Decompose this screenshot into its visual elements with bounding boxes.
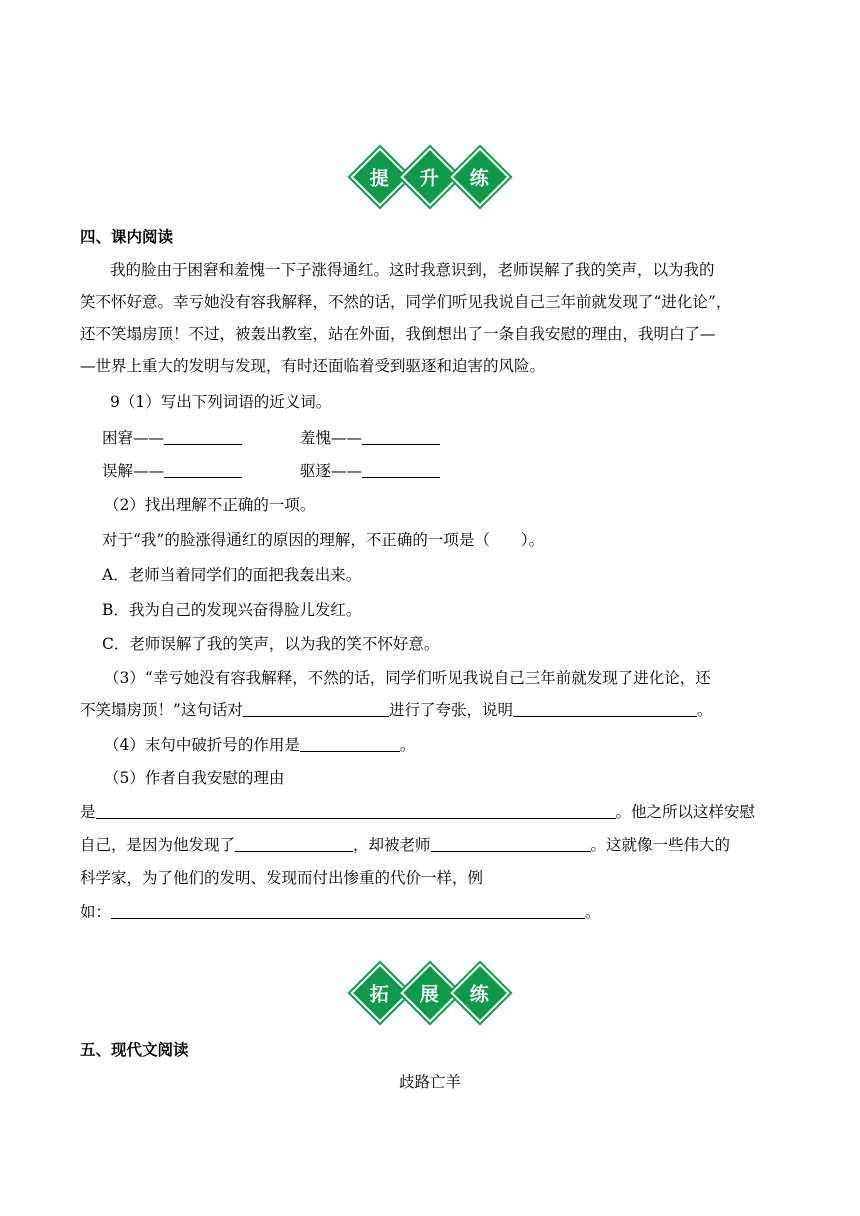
text-segment: 。 bbox=[399, 736, 416, 754]
answer-blank[interactable] bbox=[235, 837, 353, 852]
question-q4 bbox=[104, 733, 415, 755]
option-a[interactable]: A．老师当着同学们的面把我轰出来。 bbox=[102, 566, 362, 584]
synonym-item bbox=[300, 459, 440, 481]
answer-blank[interactable] bbox=[431, 837, 591, 852]
synonym-word: 羞愧—— bbox=[300, 429, 363, 447]
badge-diamond bbox=[450, 963, 509, 1022]
text-segment: 自己，是因为他发现了 bbox=[80, 836, 236, 854]
question-q3-line2 bbox=[80, 698, 712, 720]
question-q3-line1: （3）“幸亏她没有容我解释，不然的话，同学们听见我说自己三年前就发现了进化论，还 bbox=[104, 669, 711, 687]
badge-diamond bbox=[450, 147, 509, 206]
synonym-item bbox=[102, 426, 242, 448]
synonym-word: 困窘—— bbox=[102, 429, 165, 447]
badge-extend-practice bbox=[0, 972, 860, 1014]
text-segment: ，却被老师 bbox=[353, 836, 431, 854]
answer-blank[interactable] bbox=[111, 904, 585, 919]
synonym-item bbox=[300, 426, 440, 448]
text-segment: 是 bbox=[80, 803, 96, 821]
text-segment: 进行了夸张，说明 bbox=[388, 701, 513, 719]
text-segment: 。他之所以这样安慰 bbox=[615, 803, 756, 821]
question-q5-line3 bbox=[80, 833, 730, 855]
option-b[interactable]: B．我为自己的发现兴奋得脸儿发红。 bbox=[102, 601, 362, 619]
section-heading: 五、现代文阅读 bbox=[80, 1041, 189, 1059]
answer-blank[interactable] bbox=[164, 463, 242, 478]
question-stem: 对于“我”的脸涨得通红的原因的理解，不正确的一项是（ ）。 bbox=[102, 531, 545, 549]
section-heading: 四、课内阅读 bbox=[80, 228, 174, 246]
passage-line: 还不笑塌房顶！不过，被轰出教室，站在外面，我倒想出了一条自我安慰的理由，我明白了— bbox=[80, 325, 716, 343]
question-q5-line5 bbox=[80, 900, 601, 922]
passage-line: —世界上重大的发明与发现，有时还面临着受到驱逐和迫害的风险。 bbox=[80, 357, 546, 375]
badge-char: 展 bbox=[420, 983, 440, 1006]
synonym-word: 驱逐—— bbox=[300, 462, 363, 480]
question-q5-line2 bbox=[80, 800, 755, 822]
badge-char: 练 bbox=[470, 167, 490, 190]
badge-char: 拓 bbox=[370, 983, 390, 1006]
question-q5-line1: （5）作者自我安慰的理由 bbox=[104, 769, 285, 787]
badge-char: 提 bbox=[370, 167, 390, 190]
answer-blank[interactable] bbox=[362, 463, 440, 478]
text-segment: 不笑塌房顶！”这句话对 bbox=[80, 701, 243, 719]
passage-line: 笑不怀好意。幸亏她没有容我解释，不然的话，同学们听见我说自己三年前就发现了“进化论”， bbox=[80, 293, 732, 311]
synonym-item bbox=[102, 459, 242, 481]
badge-char: 练 bbox=[470, 983, 490, 1006]
text-segment: （4）末句中破折号的作用是 bbox=[104, 736, 300, 754]
passage-line: 我的脸由于困窘和羞愧一下子涨得通红。这时我意识到，老师误解了我的笑声，以为我的 bbox=[110, 261, 715, 279]
badge-improve-practice bbox=[0, 156, 860, 198]
answer-blank[interactable] bbox=[96, 804, 616, 819]
question-q5-line4: 科学家，为了他们的发明、发现而付出惨重的代价一样，例 bbox=[80, 869, 484, 887]
text-segment: 。 bbox=[585, 903, 601, 921]
answer-blank[interactable] bbox=[164, 430, 242, 445]
option-c[interactable]: C．老师误解了我的笑声，以为我的笑不怀好意。 bbox=[102, 635, 440, 653]
badge-char: 升 bbox=[420, 167, 440, 190]
answer-blank[interactable] bbox=[362, 430, 440, 445]
answer-blank[interactable] bbox=[300, 737, 400, 752]
text-segment: 。 bbox=[696, 701, 713, 719]
question-label: （2）找出理解不正确的一项。 bbox=[104, 496, 316, 514]
answer-blank[interactable] bbox=[513, 702, 697, 717]
question-label: 9（1）写出下列词语的近义词。 bbox=[110, 393, 332, 411]
article-title: 歧路亡羊 bbox=[398, 1073, 461, 1091]
text-segment: 。这就像一些伟大的 bbox=[590, 836, 731, 854]
synonym-word: 误解—— bbox=[102, 462, 165, 480]
answer-blank[interactable] bbox=[243, 702, 389, 717]
text-segment: 如： bbox=[80, 903, 112, 921]
